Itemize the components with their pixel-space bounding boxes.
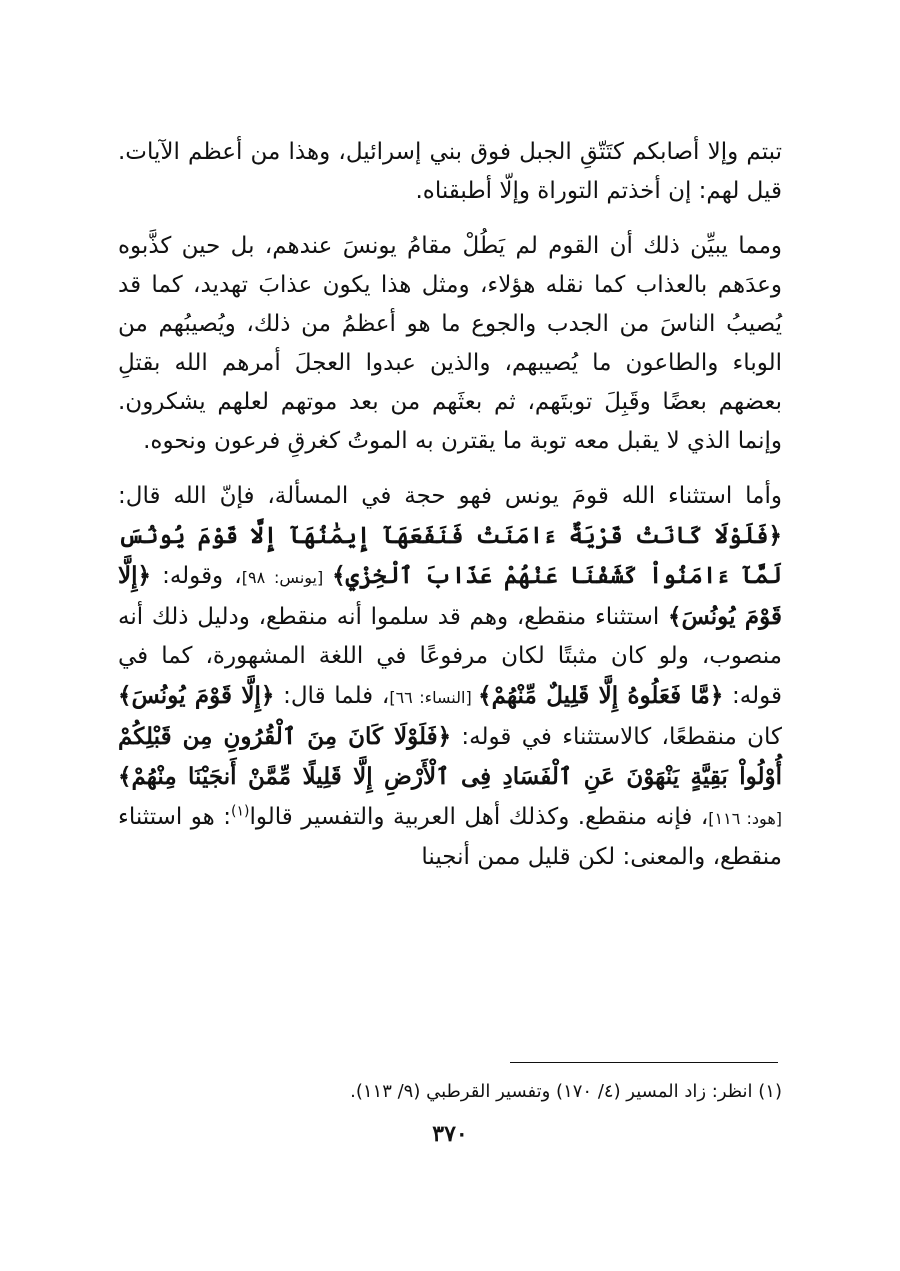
quran-verse: ﴿فَلَوْلَا كَانَتْ قَرْيَةٌ ءَامَنَتْ فَنَفَعَهَآ إِيمَٰنُهَآ إِلَّا قَوْمَ يُونُسَ لَمَّآ ءَامَنُواْ كَشَفْنَا عَنْهُمْ عَذَابَ ٱلْخِزْيِ﴾ bbox=[118, 522, 783, 589]
paragraph bbox=[118, 477, 782, 877]
paragraph bbox=[118, 227, 782, 461]
quran-verse: ﴿فَلَوْلَا كَانَ مِنَ ٱلْقُرُونِ مِن قَبْلِكُمْ أُوْلُواْ بَقِيَّةٍ يَنْهَوْنَ عَنِ ٱلْفَسَادِ فِى ٱلْأَرْضِ إِلَّا قَلِيلًا مِّمَّنْ أَنجَيْنَا مِنْهُمْ﴾ bbox=[118, 723, 782, 790]
verse-reference: [النساء: ٦٦] bbox=[389, 688, 479, 707]
body-text: وأما استثناء الله قومَ يونس فهو حجة في المسألة، فإنّ الله قال: bbox=[118, 483, 782, 509]
quran-verse: ﴿مَّا فَعَلُوهُ إِلَّا قَلِيلٌ مِّنْهُمْ﴾ bbox=[478, 682, 724, 709]
paragraph-gap bbox=[118, 211, 782, 227]
body-text: ومما يبيِّن ذلك أن القوم لم يَطُلْ مقامُ يونسَ عندهم، بل حين كذَّبوه وعدَهم بالعذاب كما نقله هؤلاء، ومثل هذا يكون عذابَ تهديد، كما قد يُصيبُ الناسَ من الجدب والجوع ما هو أعظمُ من ذلك، ويُصيبُهم من الوباء والطاعون ما يُصيبهم، والذين عبدوا العجلَ أمرهم الله بقتلِ بعضهم بعضًا وقَبِلَ توبتَهم، ثم بعثَهم من بعد موتهم لعلهم يشكرون. وإنما الذي لا يقبل معه توبة ما يقترن به الموتُ كغرقِ فرعون ونحوه. bbox=[118, 233, 782, 454]
verse-reference: [هود: ١١٦] bbox=[708, 809, 783, 828]
body-text: استثناء منقطع، وهم قد سلموا أنه منقطع، ودليل ذلك أنه منصوب، ولو كان مثبتًا لكان مرفوعًا في اللغة المشهورة، كما في قوله: bbox=[118, 604, 783, 709]
footnote-marker: (١) bbox=[231, 803, 250, 820]
body-text: : هو استثناء منقطع، والمعنى: لكن قليل ممن أنجينا bbox=[118, 804, 782, 870]
body-text: كان منقطعًا، كالاستثناء في قوله: bbox=[451, 724, 782, 750]
footnote: (١) انظر: زاد المسير (٤/ ١٧٠) وتفسير القرطبي (٩/ ١١٣). bbox=[350, 1081, 782, 1102]
body-text: تبتم وإلا أصابكم كتَتّقِ الجبل فوق بني إسرائيل، وهذا من أعظم الآيات. قيل لهم: إن أخذتم التوراة وإلّا أطبقناه. bbox=[118, 139, 782, 204]
footnote-divider bbox=[510, 1062, 778, 1063]
body-text: ، فلما قال: bbox=[274, 683, 390, 709]
paragraph bbox=[118, 133, 782, 211]
quran-verse: ﴿إِلَّا قَوْمَ يُونُسَ﴾ bbox=[118, 682, 275, 709]
verse-reference: [يونس: ٩٨] bbox=[241, 568, 333, 587]
paragraph-gap bbox=[118, 461, 782, 477]
page-number: ٣٧٠ bbox=[432, 1121, 468, 1147]
body-text: ، وقوله: bbox=[150, 563, 242, 589]
quran-verse: ﴿إِلَّا قَوْمَ يُونُسَ﴾ bbox=[118, 562, 782, 630]
main-text-block bbox=[118, 133, 782, 877]
body-text: ، فإنه منقطع. وكذلك أهل العربية والتفسير قالوا bbox=[249, 804, 709, 830]
